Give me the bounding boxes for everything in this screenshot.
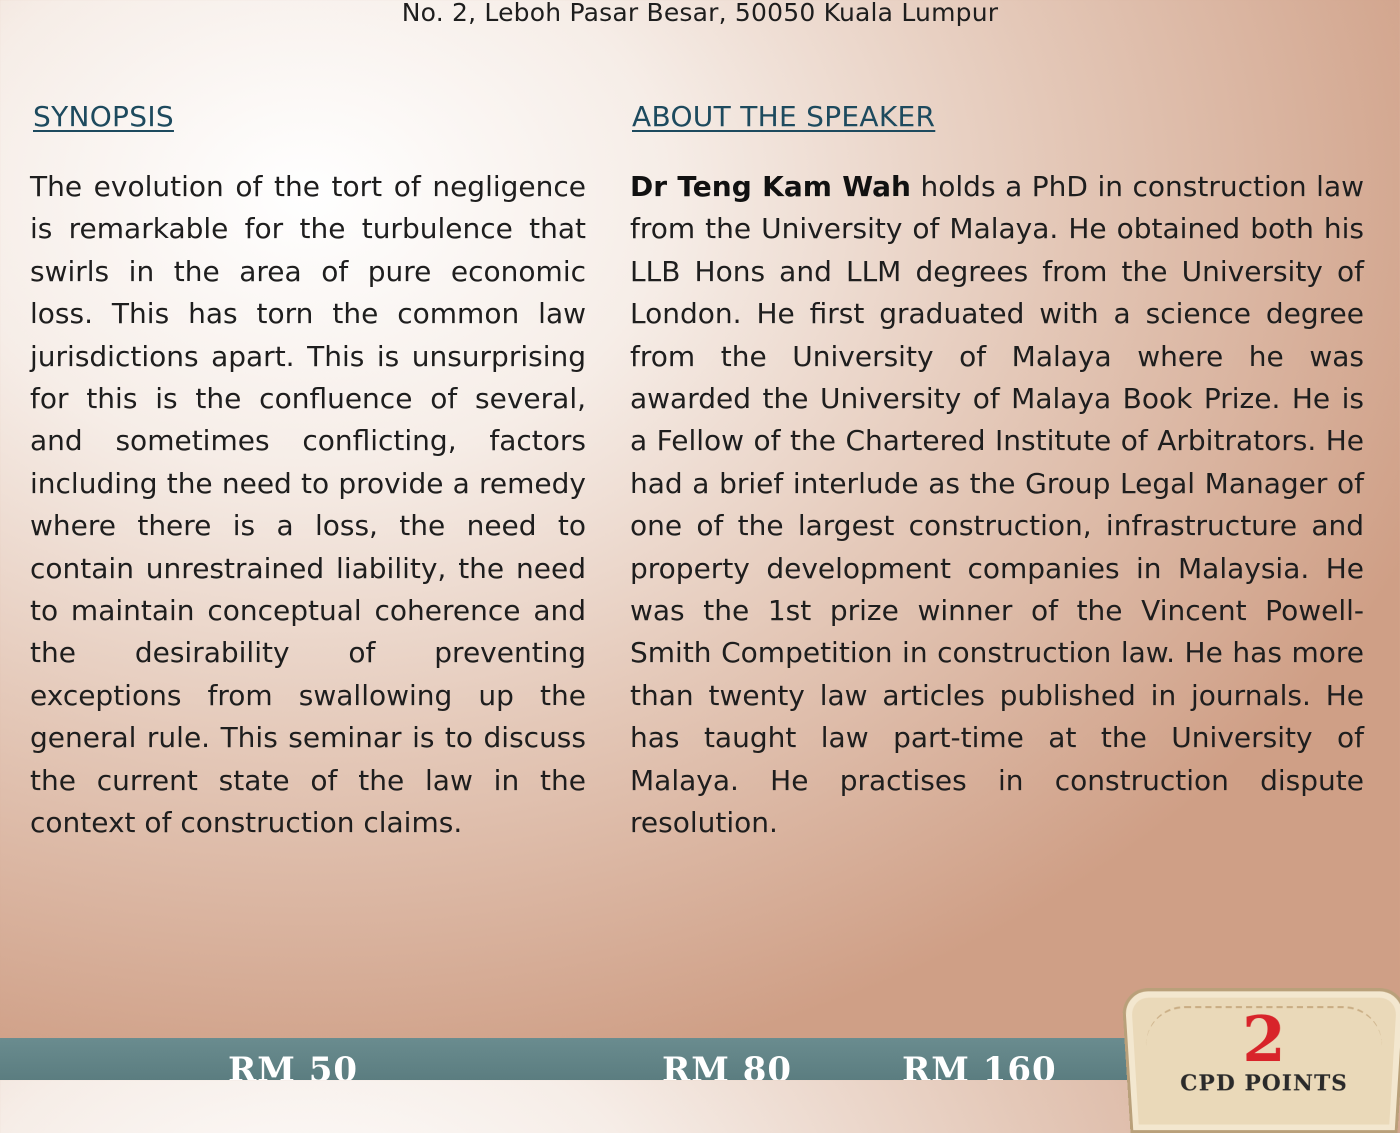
cpd-points-label: CPD POINTS [1179, 1070, 1349, 1097]
speaker-body [630, 166, 1364, 845]
speaker-heading: ABOUT THE SPEAKER [632, 100, 936, 133]
speaker-bio: holds a PhD in construction law from the University of Malaya. He obtained both his LLB Hons and LLM degrees from the University of London. He first graduated with a science degree from the University of Malaya where he was awarded the University of Malaya Book Prize. He is a Fellow of the Chartered Institute of Arbitrators. He had a brief interlude as the Group Legal Manager of one of the largest construction, infrastructure and property development companies in Malaysia. He was the 1st prize winner of the Vincent Powell-Smith Competition in construction law. He has more than twenty law articles published in journals. He has taught law part-time at the University of Malaya. He practises in construction dispute resolution. [630, 170, 1364, 840]
price-tier-3: RM 160 [902, 1050, 1057, 1080]
speaker-name: Dr Teng Kam Wah [630, 170, 911, 203]
cpd-points-badge [1121, 988, 1400, 1133]
price-tier-1: RM 50 [228, 1050, 359, 1080]
cpd-points-number: 2 [1241, 1001, 1287, 1076]
synopsis-heading: SYNOPSIS [33, 100, 174, 133]
synopsis-body: The evolution of the tort of negligence is remarkable for the turbulence that swirls in the area of pure economic loss. This has torn the common law jurisdictions apart. This is unsurprising for this is the confluence of several, and sometimes conflicting, factors including the need to provide a remedy where there is a loss, the need to contain unrestrained liability, the need to maintain conceptual coherence and the desirability of preventing exceptions from swallowing up the general rule. This seminar is to discuss the current state of the law in the context of construction claims. [30, 170, 586, 840]
venue-address: No. 2, Leboh Pasar Besar, 50050 Kuala Lumpur [401, 0, 999, 27]
price-tier-2: RM 80 [662, 1050, 793, 1080]
